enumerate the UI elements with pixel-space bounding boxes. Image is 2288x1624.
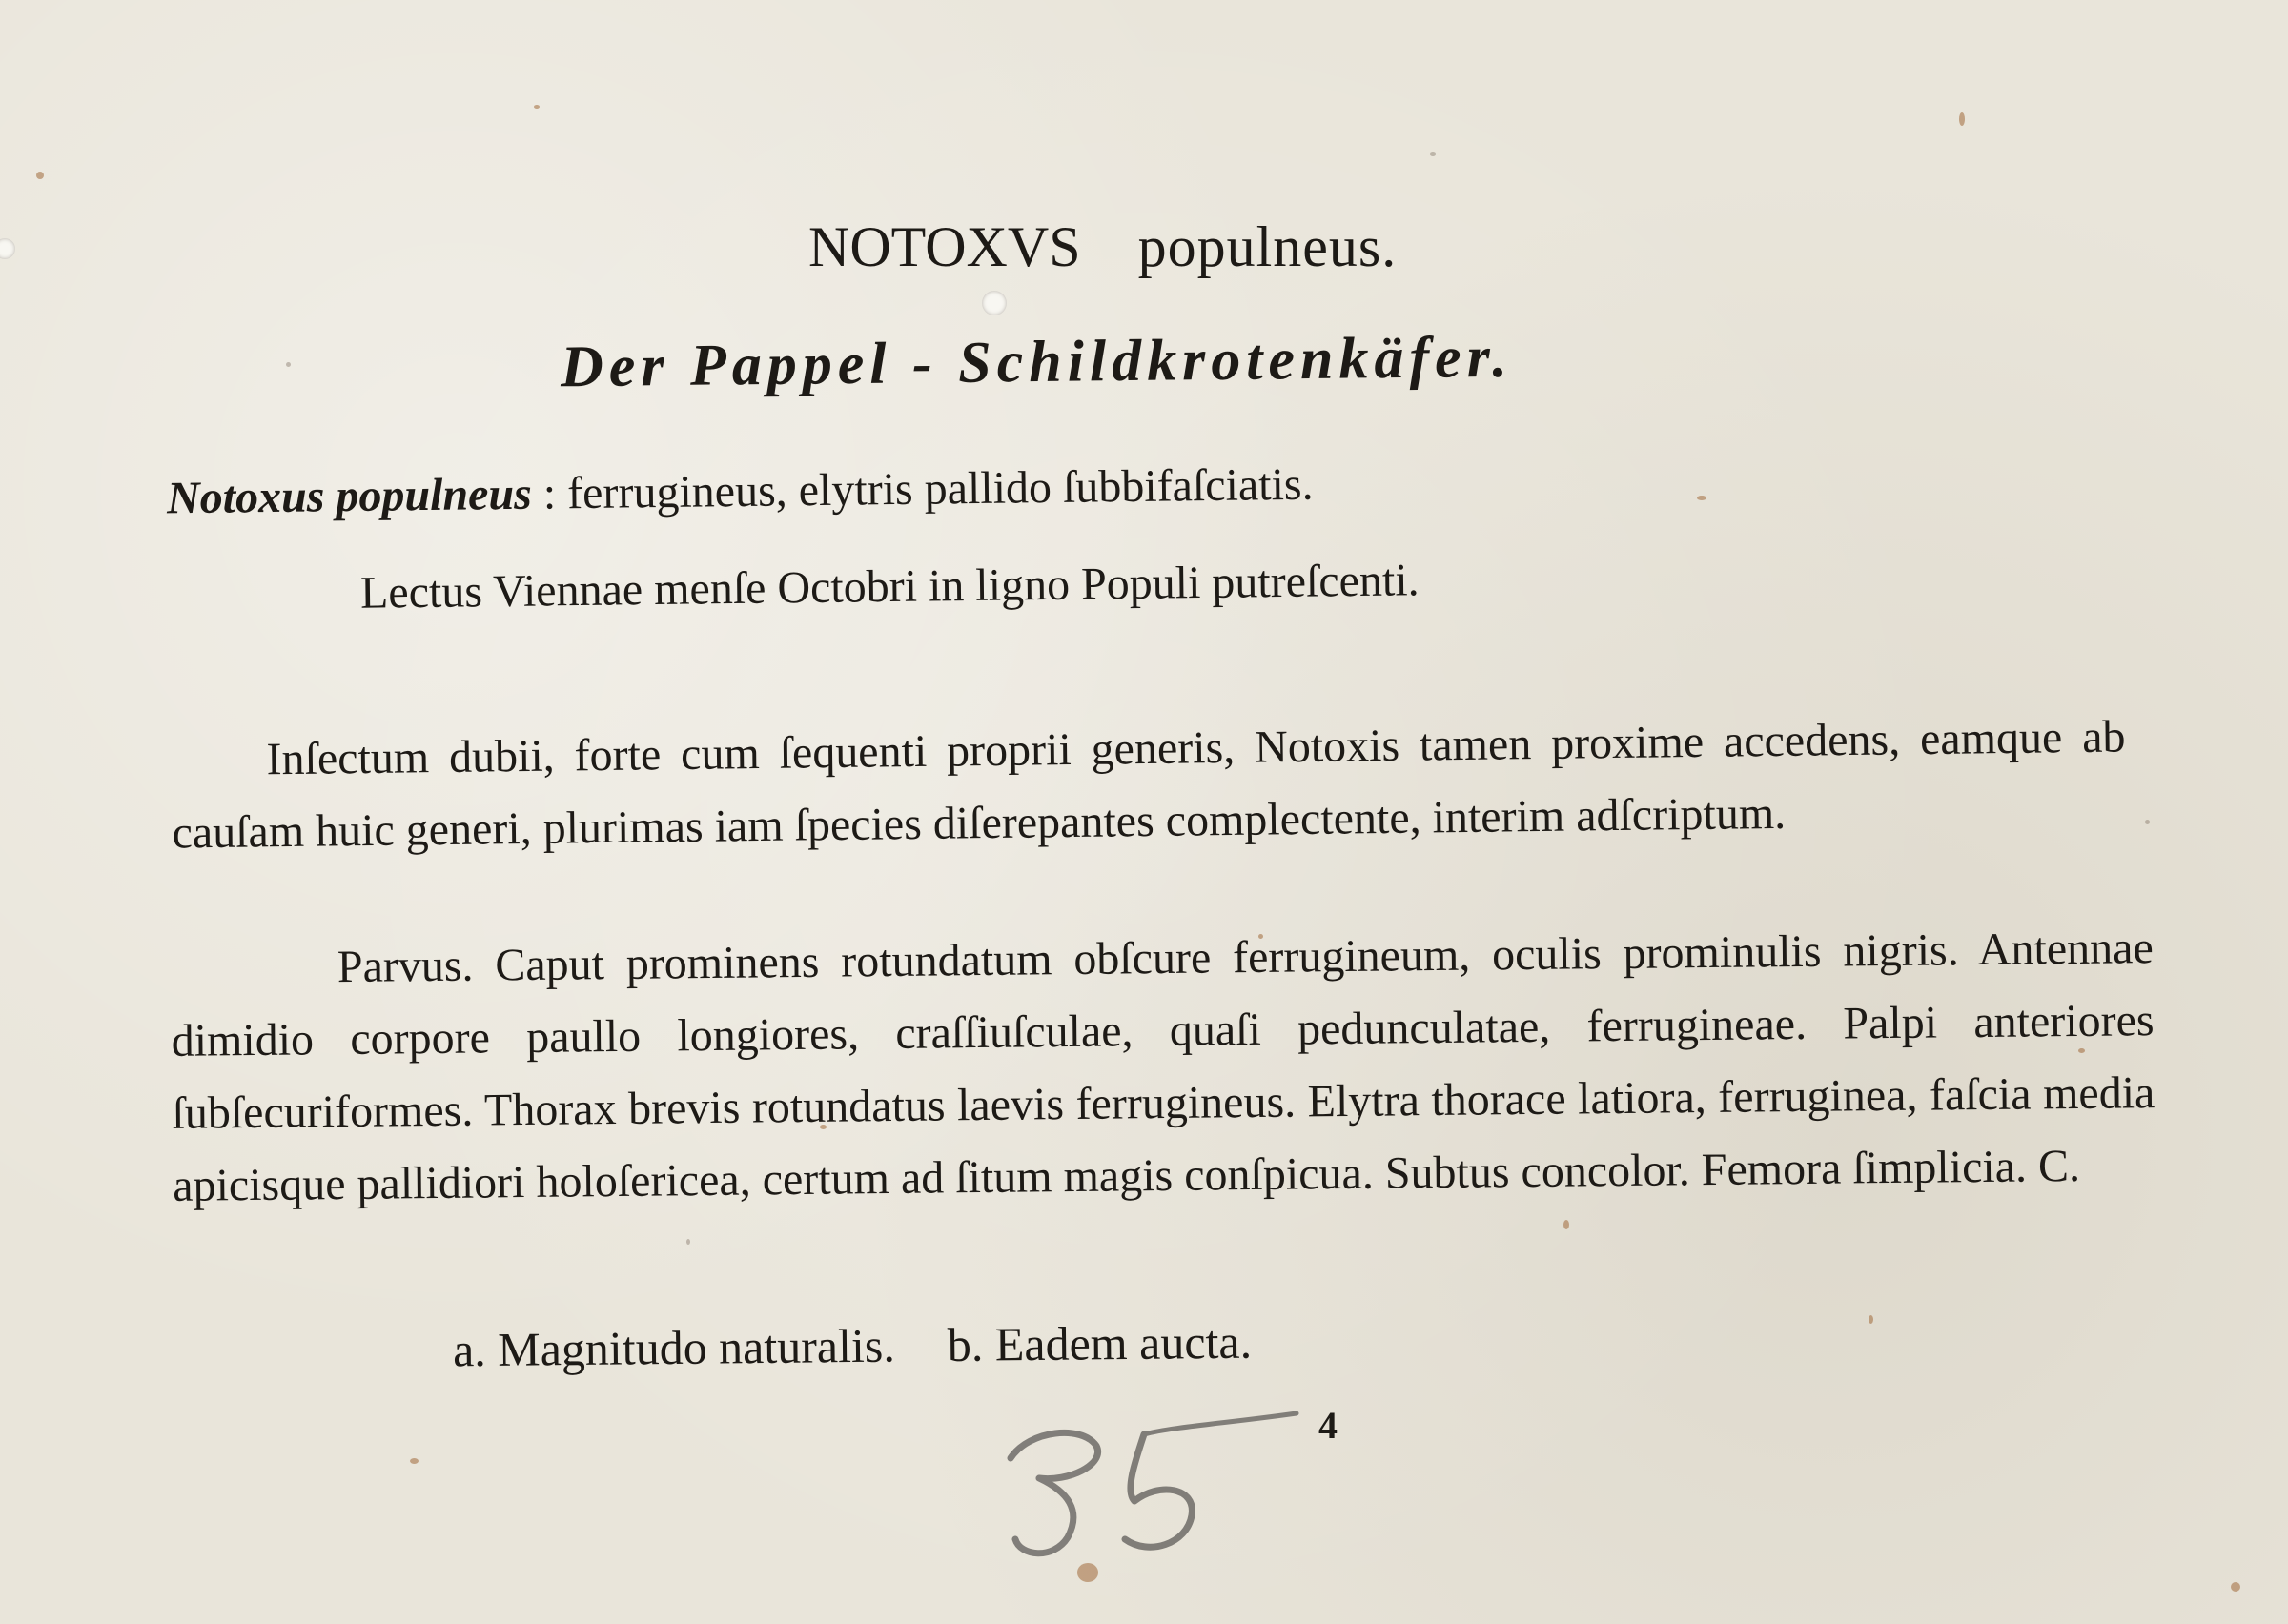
paragraph-description-text: Parvus. Caput prominens rotundatum obſcure ferrugineum, oculis prominulis nigris. Antennae dimidio corpore paullo longiores, craſſiuſculae, quaſi pedunculatae, ferrugineae. Palpi anteriores ſubſecuriformes. Thorax brevis rotundatus laevis ferrugineus. Elytra thorace latiora, ferruginea, faſcia media apicisque pallidiori holoſericea, certum ad ſitum magis conſpicua. Subtus concolor. Femora ſimplicia. C. (171, 923, 2155, 1211)
pencil-annotation (991, 1387, 1316, 1568)
diagnosis-name: Notoxus populneus (166, 468, 533, 524)
paper-speck (686, 1239, 690, 1245)
paragraph-description (170, 912, 2155, 1223)
paper-speck (534, 105, 540, 109)
paper-speck (410, 1458, 419, 1464)
page-number: 4 (1318, 1404, 1338, 1447)
paper-speck (1563, 1220, 1569, 1229)
paper-speck (1697, 496, 1706, 500)
paper-speck (2231, 1582, 2240, 1592)
title-genus: NOTOXVS (808, 215, 1081, 278)
collection-locality: Lectus Viennae menſe Octobri in ligno Populi putreſcenti. (359, 555, 1420, 619)
paper-speck (1430, 152, 1436, 156)
figure-explanation-a: a. Magnitudo naturalis. (452, 1318, 896, 1377)
paper-speck (1869, 1315, 1873, 1324)
paper-speck (36, 172, 44, 179)
paper-hole (0, 238, 15, 259)
figure-explanation-b: b. Eadem aucta. (947, 1314, 1253, 1371)
paragraph-remarks (171, 700, 2127, 869)
figure-explanation (453, 1314, 1253, 1378)
title-species: populneus. (1137, 215, 1398, 278)
paper-speck (1959, 112, 1965, 126)
paper-hole (982, 291, 1007, 315)
paper-speck (286, 362, 291, 367)
page-title (808, 214, 1397, 280)
page-subtitle: Der Pappel - Schildkrotenkäfer. (560, 324, 1514, 400)
diagnosis-text: : ferrugineus, elytris pallido ſubbifaſciatis. (542, 458, 1314, 519)
species-diagnosis (167, 458, 1314, 525)
paragraph-remarks-text: Inſectum dubii, forte cum ſequenti proprii generis, Notoxis tamen proxime accedens, eamque ab cauſam huic generi, plurimas iam ſpecies diſerepantes complectente, interim adſcriptum. (172, 711, 2126, 859)
paper-speck (2145, 820, 2150, 824)
